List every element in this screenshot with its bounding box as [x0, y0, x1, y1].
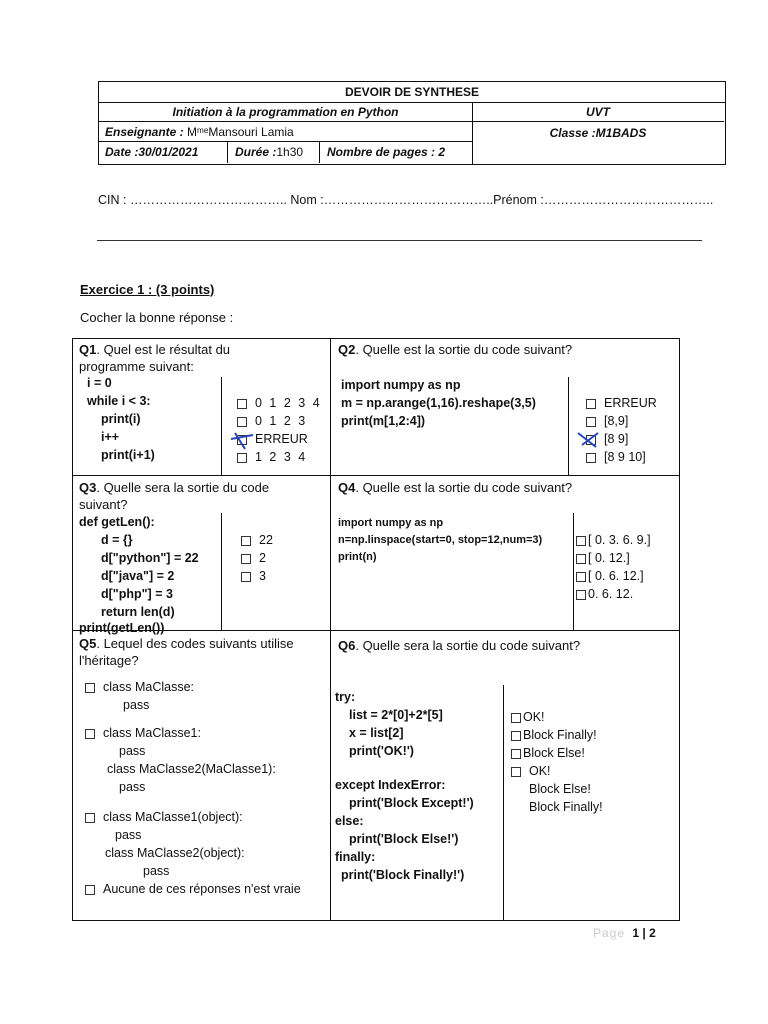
q6-code-9: finally: — [335, 850, 376, 864]
q1-code-1: i = 0 — [87, 376, 112, 390]
q5-option-3-pass: pass — [115, 828, 142, 842]
q3-option-2[interactable]: 2 — [241, 550, 266, 568]
q6-code-7: else: — [335, 814, 364, 828]
q6-code-3: x = list[2] — [349, 726, 404, 740]
page-count: Nombre de pages : 2 — [327, 145, 446, 159]
checkbox-icon — [85, 683, 95, 693]
student-info-line[interactable]: CIN : ……………………………….. Nom :…………………………………..Prénom :………………………………….. — [98, 193, 714, 207]
q5-option-2-class2: class MaClasse2(MaClasse1): — [107, 762, 276, 776]
checkbox-icon — [241, 554, 251, 564]
exercise-title: Exercice 1 : (3 points) — [80, 282, 215, 297]
school: UVT — [472, 102, 724, 122]
q2-code-1: import numpy as np — [341, 378, 461, 392]
q1-title-2: programme suivant: — [79, 359, 194, 374]
q3-code-7: print(getLen()) — [79, 621, 165, 635]
q1-option-2[interactable]: 0 1 2 3 — [237, 413, 307, 431]
q6-option-2[interactable]: Block Finally! — [511, 727, 597, 745]
q1-code-3: print(i) — [101, 412, 141, 426]
q2-code-2: m = np.arange(1,16).reshape(3,5) — [341, 396, 536, 410]
q4-option-2[interactable]: [ 0. 12.] — [576, 550, 630, 568]
checkbox-icon — [241, 536, 251, 546]
pen-cross-icon — [576, 429, 602, 451]
checkbox-icon — [511, 713, 521, 723]
checkbox-icon — [586, 453, 596, 463]
q6-option-4[interactable]: OK! — [511, 763, 551, 781]
checkbox-icon — [511, 731, 521, 741]
q6-code-2: list = 2*[0]+2*[5] — [349, 708, 443, 722]
q3-option-3[interactable]: 3 — [241, 568, 266, 586]
q5-option-3-pass2: pass — [143, 864, 170, 878]
q5-option-3[interactable]: class MaClasse1(object): — [85, 809, 243, 827]
exam-title: DEVOIR DE SYNTHESE — [99, 82, 725, 103]
instruction: Cocher la bonne réponse : — [80, 310, 234, 325]
q1-code-2: while i < 3: — [87, 394, 151, 408]
checkbox-icon — [586, 399, 596, 409]
q3-code-6: return len(d) — [101, 605, 175, 619]
q5-option-3-class2: class MaClasse2(object): — [105, 846, 245, 860]
checkbox-icon — [237, 417, 247, 427]
q1-option-3[interactable]: ERREUR — [237, 431, 308, 449]
header-left — [99, 102, 473, 164]
q5-title-2: l'héritage? — [79, 653, 139, 668]
q4-code-1: import numpy as np — [338, 517, 444, 529]
checkbox-icon — [511, 749, 521, 759]
checkbox-icon — [511, 767, 521, 777]
q6-code-8: print('Block Else!') — [349, 832, 459, 846]
course-title: Initiation à la programmation en Python — [99, 102, 472, 122]
checkbox-icon — [586, 417, 596, 427]
checkbox-icon — [85, 729, 95, 739]
q2-option-2[interactable]: [8,9] — [586, 413, 628, 431]
q4-code-3: print(n) — [338, 551, 377, 563]
teacher — [99, 122, 472, 142]
q3-title-2: suivant? — [79, 497, 128, 512]
teacher-name: MᵐᵉMansouri Lamia — [187, 125, 294, 139]
q5-option-2-pass: pass — [119, 744, 146, 758]
q2-option-1[interactable]: ERREUR — [586, 395, 657, 413]
checkbox-icon — [576, 554, 586, 564]
exam-date: Date :30/01/2021 — [105, 145, 199, 159]
q6-code-5: except IndexError: — [335, 778, 446, 792]
q2-option-3[interactable]: [8 9] — [586, 431, 628, 449]
page-number: 1 | 2 — [632, 926, 656, 940]
q1-code-5: print(i+1) — [101, 448, 155, 462]
page-word: Page — [593, 926, 626, 940]
checkbox-icon — [576, 572, 586, 582]
q6-code-10: print('Block Finally!') — [341, 868, 465, 882]
q6-option-3[interactable]: Block Else! — [511, 745, 585, 763]
header-right — [472, 102, 724, 164]
q6-code-1: try: — [335, 690, 356, 704]
q3-code-1: def getLen(): — [79, 515, 155, 529]
date-row — [99, 142, 472, 162]
q4-option-3[interactable]: [ 0. 6. 12.] — [576, 568, 644, 586]
q4-option-4[interactable]: 0. 6. 12. — [576, 586, 633, 604]
q6-code-4: print('OK!') — [349, 744, 414, 758]
q4-option-1[interactable]: [ 0. 3. 6. 9.] — [576, 532, 651, 550]
q6-option-4-line2: Block Else! — [529, 782, 591, 796]
q3-title: Q3. Quelle sera la sortie du code — [79, 480, 270, 495]
q3-code-2: d = {} — [101, 533, 133, 547]
header-table — [98, 81, 726, 165]
q5-option-2-pass2: pass — [119, 780, 146, 794]
q2-code-3: print(m[1,2:4]) — [341, 414, 426, 428]
q2-option-4[interactable]: [8 9 10] — [586, 449, 646, 467]
q5-option-1-pass: pass — [123, 698, 150, 712]
q3-code-4: d["java"] = 2 — [101, 569, 175, 583]
q1-option-1[interactable]: 0 1 2 3 4 — [237, 395, 322, 413]
teacher-label: Enseignante : — [105, 125, 184, 139]
q3-code-3: d["python"] = 22 — [101, 551, 199, 565]
q5-option-4[interactable]: Aucune de ces réponses n'est vraie — [85, 881, 301, 899]
questions-grid — [72, 338, 680, 921]
q1-title: Q1. Quel est le résultat du — [79, 342, 231, 357]
q1-code-4: i++ — [101, 430, 120, 444]
q6-title: Q6. Quelle sera la sortie du code suivant? — [338, 638, 581, 653]
checkbox-icon — [237, 453, 247, 463]
q6-option-1[interactable]: OK! — [511, 709, 545, 727]
checkbox-icon — [85, 885, 95, 895]
q5-option-2[interactable]: class MaClasse1: — [85, 725, 201, 743]
checkbox-icon — [576, 590, 586, 600]
divider-line — [97, 240, 702, 241]
q5-option-1[interactable]: class MaClasse: — [85, 679, 194, 697]
q3-option-1[interactable]: 22 — [241, 532, 273, 550]
q1-option-4[interactable]: 1 2 3 4 — [237, 449, 307, 467]
q5-title: Q5. Lequel des codes suivants utilise — [79, 636, 294, 651]
q4-title: Q4. Quelle est la sortie du code suivant? — [338, 480, 573, 495]
page-footer — [593, 926, 656, 940]
duration: Durée :1h30 — [235, 145, 304, 159]
checkbox-icon — [85, 813, 95, 823]
checkbox-icon — [237, 399, 247, 409]
checkbox-icon — [576, 536, 586, 546]
classe: Classe :M1BADS — [549, 126, 647, 140]
checkbox-icon — [241, 572, 251, 582]
q2-title: Q2. Quelle est la sortie du code suivant? — [338, 342, 573, 357]
q4-code-2: n=np.linspace(start=0, stop=12,num=3) — [338, 534, 543, 546]
q6-code-6: print('Block Except!') — [349, 796, 474, 810]
q3-code-5: d["php"] = 3 — [101, 587, 173, 601]
q6-option-4-line3: Block Finally! — [529, 800, 603, 814]
